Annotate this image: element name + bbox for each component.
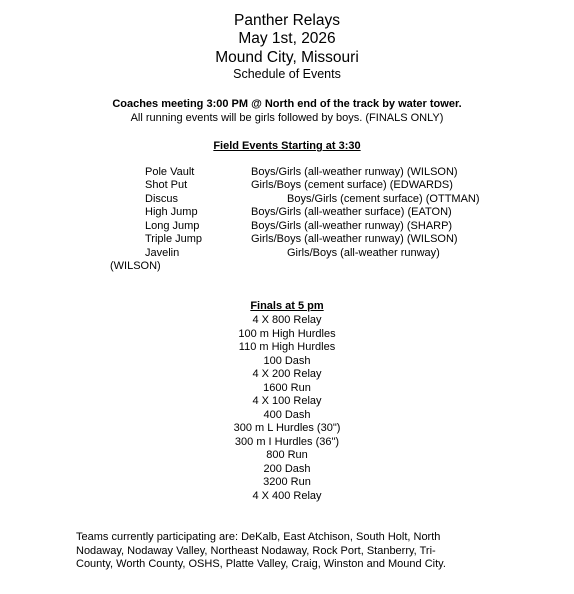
event-location: Mound City, Missouri (215, 49, 359, 66)
running-order-notice: All running events will be girls followed by boys. (FINALS ONLY) (130, 112, 444, 124)
field-event-details: Boys/Girls (all-weather runway) (SHARP) (251, 220, 453, 232)
finals-heading (0, 300, 574, 312)
teams-line: County, Worth County, OSHS, Platte Valley, Craig, Winston and Mound City. (76, 558, 446, 570)
field-event-name: Javelin (145, 247, 180, 259)
finals-heading-text: Finals at 5 pm (250, 300, 324, 312)
event-date: May 1st, 2026 (238, 30, 336, 47)
finals-event: 4 X 800 Relay (252, 314, 322, 326)
finals-event: 100 m High Hurdles (238, 327, 336, 340)
field-event-details: Girls/Boys (all-weather runway) (WILSON) (251, 233, 458, 245)
finals-event: 4 X 400 Relay (252, 489, 322, 502)
finals-event: 400 Dash (263, 408, 311, 421)
field-events-heading-text: Field Events Starting at 3:30 (213, 140, 361, 152)
teams-line: Teams currently participating are: DeKalb, East Atchison, South Holt, North (76, 531, 441, 543)
field-event-details: Boys/Girls (all-weather surface) (EATON) (251, 206, 452, 218)
teams-line: Nodaway, Nodaway Valley, Northeast Nodaway, Rock Port, Stanberry, Tri- (76, 545, 436, 557)
finals-event: 300 m L Hurdles (30") (233, 422, 341, 434)
finals-event: 800 Run (266, 449, 308, 461)
finals-event: 4 X 100 Relay (252, 395, 322, 407)
finals-event: 1600 Run (263, 381, 311, 394)
finals-event: 4 X 200 Relay (252, 368, 322, 380)
javelin-official: (WILSON) (110, 260, 161, 272)
field-event-details: Boys/Girls (cement surface) (OTTMAN) (287, 193, 480, 205)
coaches-meeting-notice: Coaches meeting 3:00 PM @ North end of the track by water tower. (112, 98, 462, 110)
field-event-name: Long Jump (145, 220, 200, 232)
finals-event: 110 m High Hurdles (238, 341, 336, 353)
field-event-details: Girls/Boys (cement surface) (EDWARDS) (251, 179, 453, 191)
field-event-details: Girls/Boys (all-weather runway) (287, 247, 440, 259)
finals-event: 300 m I Hurdles (36") (234, 435, 340, 448)
finals-event: 100 Dash (263, 354, 311, 367)
field-event-name: Shot Put (145, 179, 188, 191)
field-event-name: High Jump (145, 206, 198, 218)
field-event-name: Triple Jump (145, 233, 203, 245)
field-event-name: Discus (145, 193, 179, 205)
field-event-details: Boys/Girls (all-weather runway) (WILSON) (251, 166, 458, 178)
field-events-heading (0, 140, 574, 152)
finals-event: 200 Dash (263, 462, 311, 475)
finals-event: 3200 Run (263, 476, 311, 488)
field-event-name: Pole Vault (145, 166, 195, 178)
document-subtitle: Schedule of Events (233, 67, 341, 81)
document-title: Panther Relays (234, 12, 340, 29)
